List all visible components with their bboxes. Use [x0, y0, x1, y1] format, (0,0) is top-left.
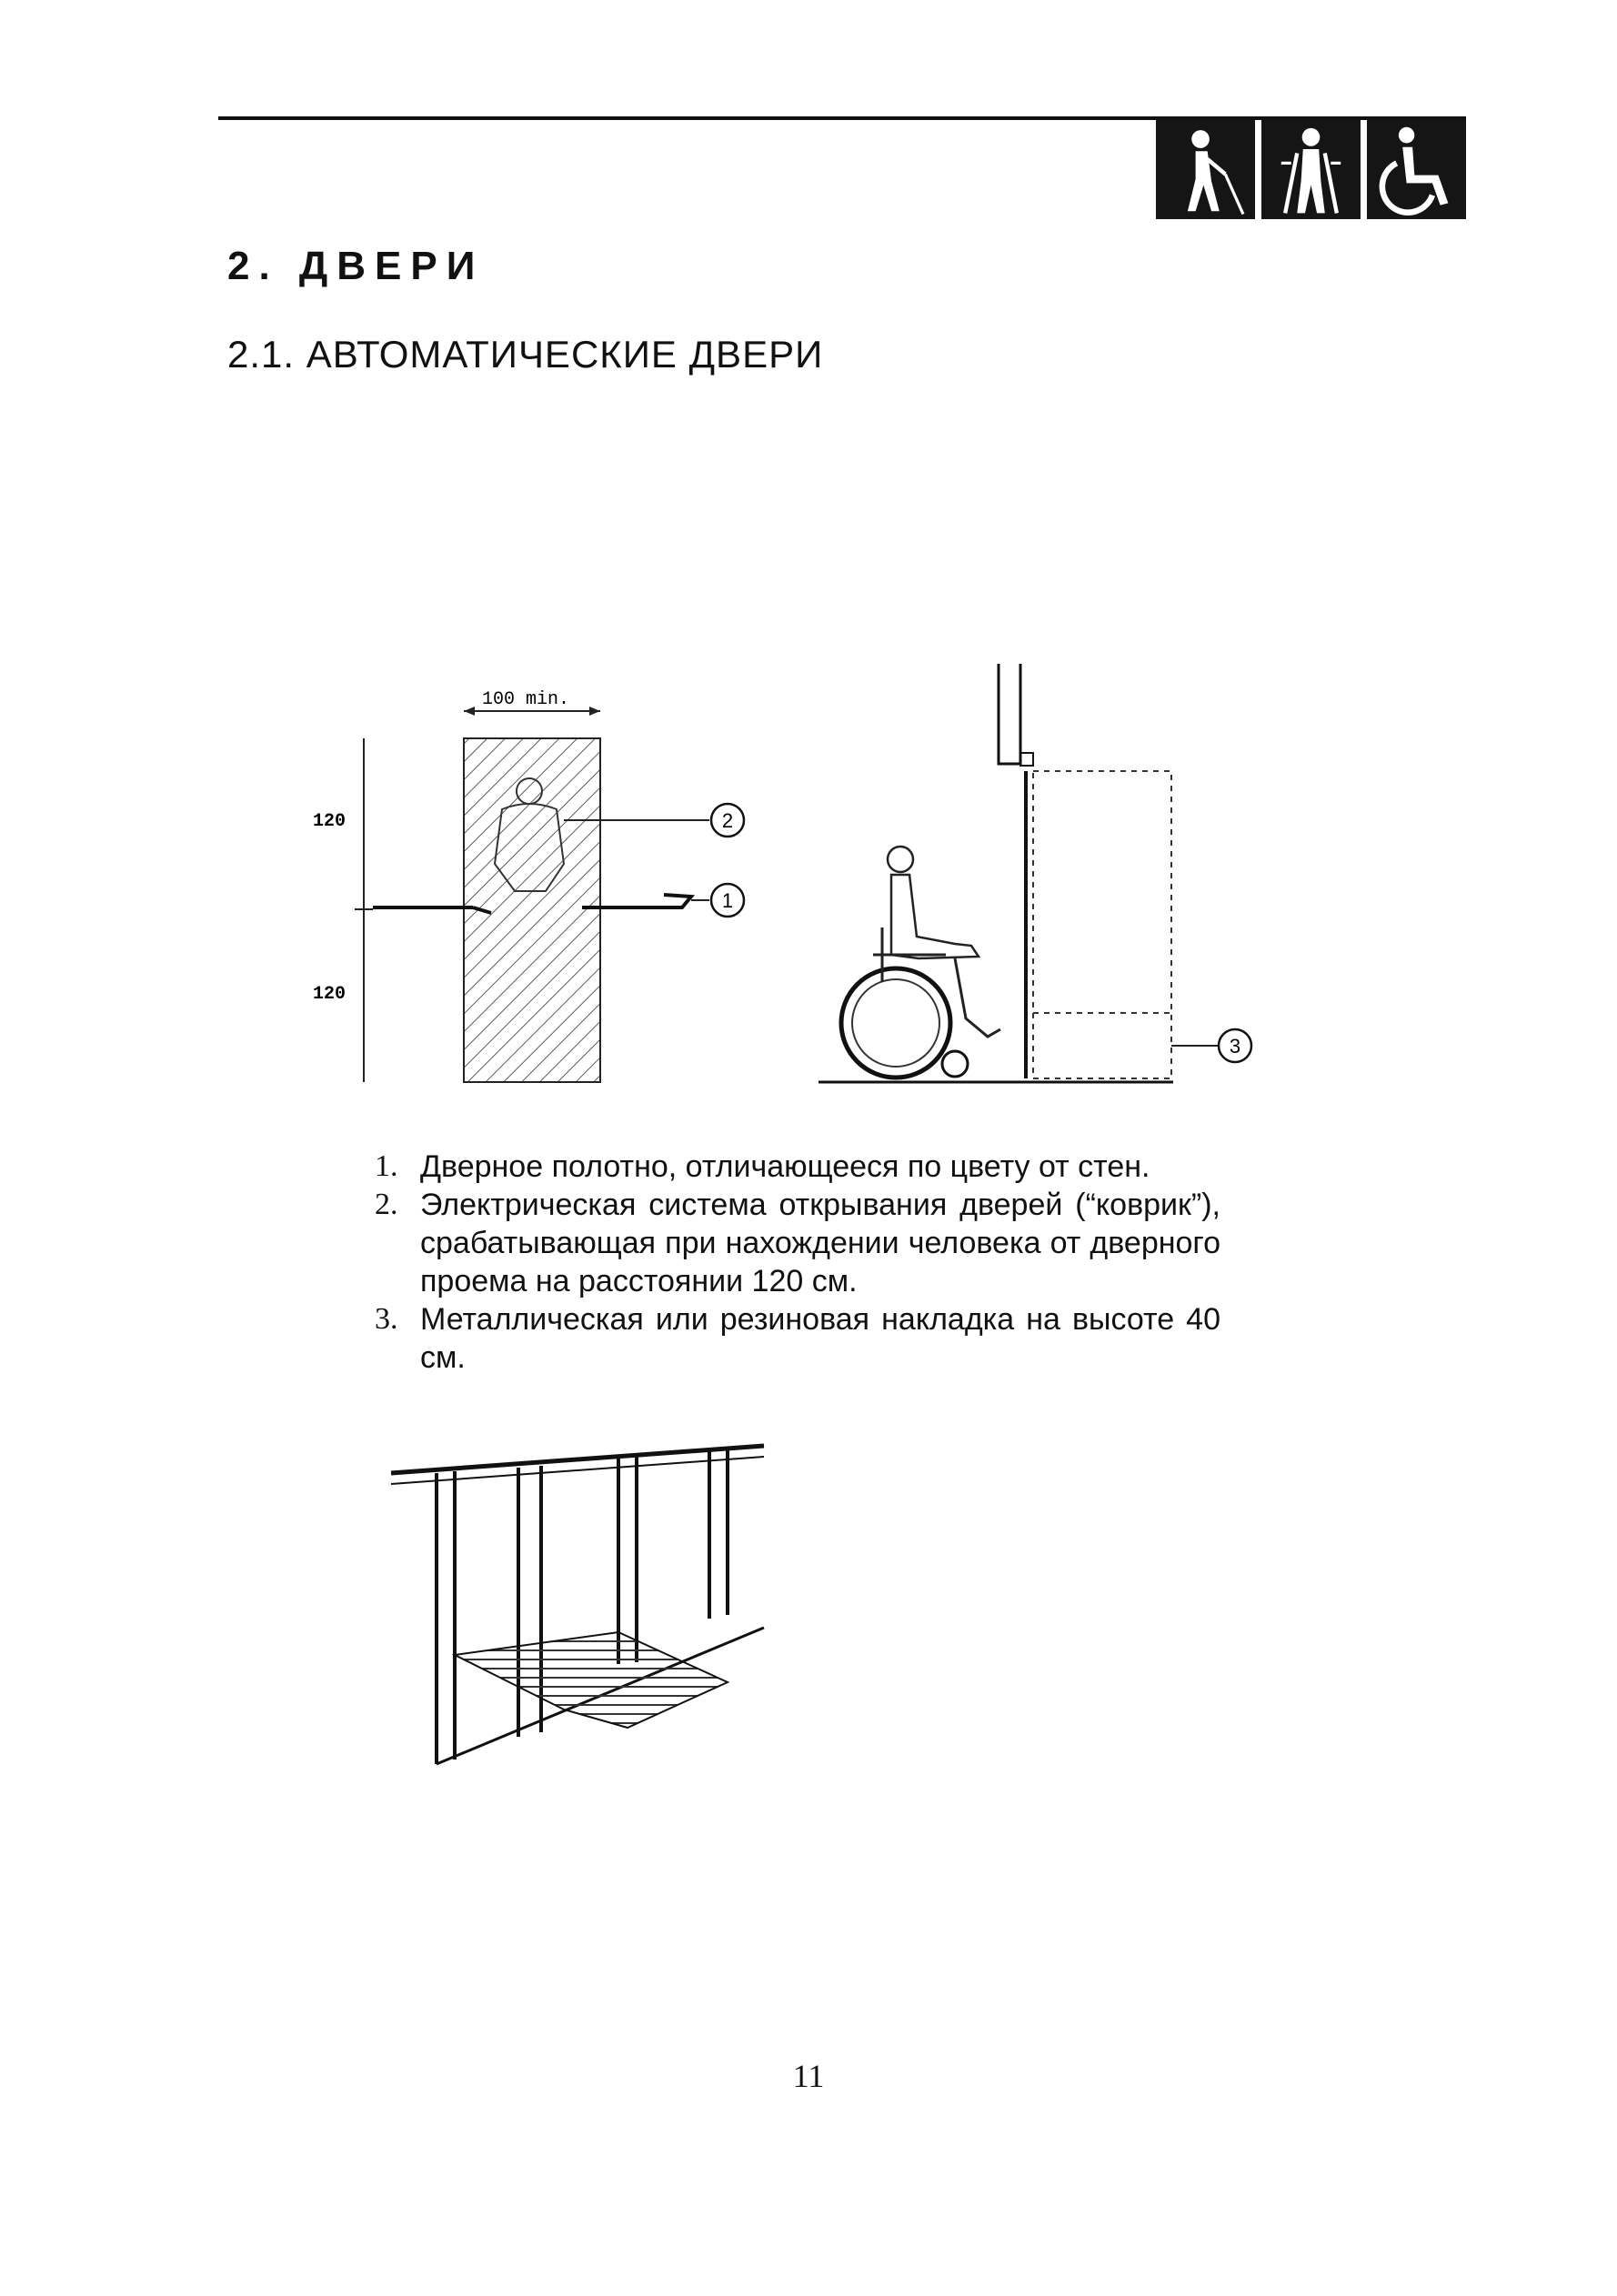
blind-person-with-cane-icon — [1156, 119, 1255, 219]
door-elevation-diagram — [809, 655, 1319, 1100]
note-item — [375, 1300, 1220, 1377]
page-number: 11 — [792, 2058, 825, 2094]
note-number: 3. — [375, 1302, 398, 1336]
dimension-lower-label: 120 — [313, 984, 346, 1005]
note-text: Электрическая система открывания дверей (“коврик”), срабатывающая при нахождении человека от дверного проема на расстоянии 120 см. — [420, 1188, 1220, 1298]
callout-1-label: 1 — [721, 889, 734, 912]
note-number: 2. — [375, 1188, 398, 1221]
note-item — [375, 1148, 1220, 1186]
notes-list — [375, 1148, 1220, 1377]
wheelchair-user-icon — [1367, 119, 1466, 219]
section-title: 2. ДВЕРИ — [227, 244, 485, 288]
subsection-title: 2.1. АВТОМАТИЧЕСКИЕ ДВЕРИ — [227, 333, 824, 376]
dimension-upper-label: 120 — [313, 811, 346, 832]
note-text: Металлическая или резиновая накладка на высоте 40 см. — [420, 1302, 1220, 1375]
callout-3-label: 3 — [1229, 1035, 1241, 1058]
note-text: Дверное полотно, отличающееся по цвету от стен. — [420, 1149, 1150, 1184]
accessibility-icons — [1156, 119, 1466, 219]
doorway-perspective-sketch — [382, 1437, 791, 1782]
door-plan-diagram — [300, 673, 809, 1109]
person-with-crutches-icon — [1261, 119, 1361, 219]
note-number: 1. — [375, 1149, 398, 1183]
width-dimension-label: 100 min. — [482, 689, 570, 710]
callout-2-label: 2 — [721, 809, 734, 832]
note-item — [375, 1186, 1220, 1300]
